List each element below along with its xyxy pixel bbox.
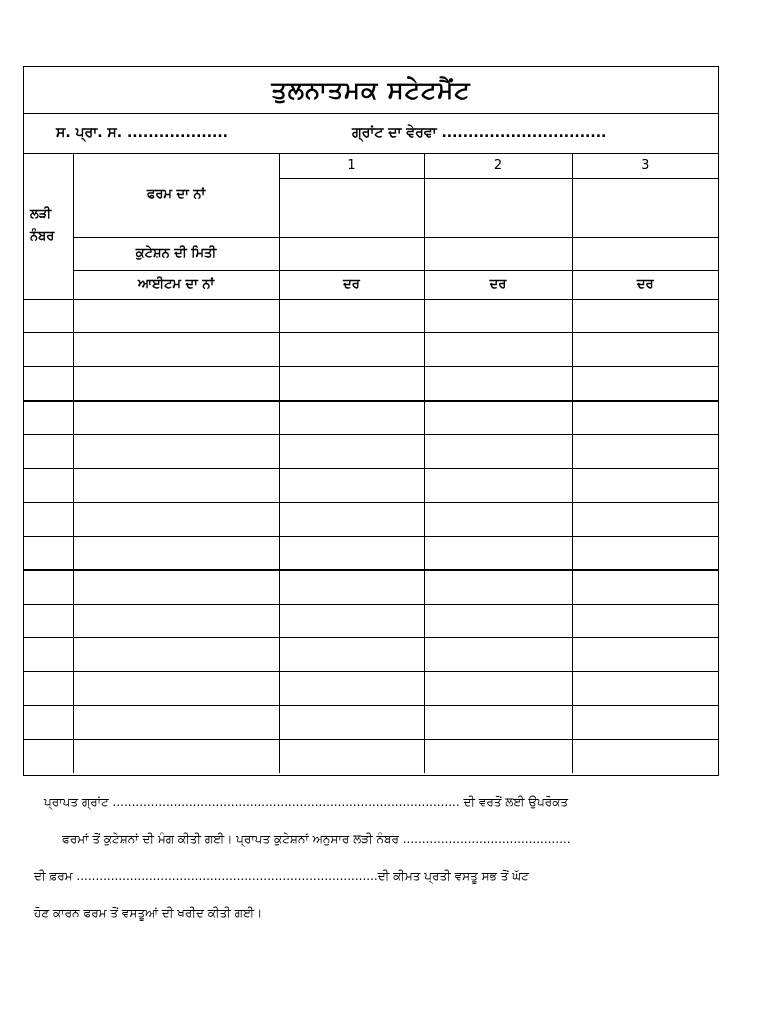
table-cell (73, 468, 279, 502)
grant-details-field: ਗ੍ਰਾਂਟ ਦਾ ਵੇਰਵਾ ............................... (352, 125, 607, 141)
firm-name-cell (279, 178, 424, 237)
declaration-line: ਦੀ ਫ਼ਰਮ ...............................................................................ਦੀ ਕੀਮਤ ਪ੍ਰਤੀ ਵਸਤੂ ਸਭ ਤੋਂ ਘੱਟ (34, 869, 529, 883)
table-row (24, 468, 718, 502)
table-cell (572, 638, 718, 672)
firm-name-label: ਫਰਮ ਦਾ ਨਾਂ (73, 153, 279, 237)
table-cell (73, 570, 279, 604)
table-cell (572, 706, 718, 740)
table-cell (424, 672, 572, 706)
firm-name-cell (424, 178, 572, 237)
table-cell (24, 604, 73, 638)
meta-row (24, 113, 718, 154)
table-row (24, 706, 718, 740)
table-cell (424, 604, 572, 638)
table-cell (572, 740, 718, 774)
table-cell (424, 333, 572, 367)
table-cell (279, 740, 424, 774)
table-cell (24, 468, 73, 502)
rate-label: ਦਰ (279, 270, 424, 299)
table-cell (73, 435, 279, 469)
column-number: 2 (424, 153, 572, 178)
quotation-date-cell (424, 237, 572, 270)
quotation-date-row (24, 237, 718, 270)
table-cell (572, 299, 718, 333)
table-cell (572, 672, 718, 706)
table-cell (424, 502, 572, 536)
table-cell (24, 435, 73, 469)
table-cell (279, 333, 424, 367)
table-cell (279, 604, 424, 638)
table-cell (279, 672, 424, 706)
table-cell (279, 468, 424, 502)
table-cell (24, 401, 73, 435)
rate-label: ਦਰ (424, 270, 572, 299)
table-cell (73, 536, 279, 570)
table-cell (424, 740, 572, 774)
table-cell (279, 570, 424, 604)
table-cell (24, 536, 73, 570)
table-cell (279, 299, 424, 333)
page-title: ਤੁਲਨਾਤਮਕ ਸਟੇਟਮੈਂਟ (271, 76, 471, 104)
table-cell (424, 401, 572, 435)
quotation-date-cell (279, 237, 424, 270)
table-cell (572, 435, 718, 469)
quotation-date-cell (572, 237, 718, 270)
table-row (24, 333, 718, 367)
table-cell (73, 740, 279, 774)
declaration-line: ਪ੍ਰਾਪਤ ਗ੍ਰਾਂਟ ........................................................................................... ਦੀ ਵਰਤੋਂ ਲਈ ਉਪਰੋਕਤ (44, 795, 569, 809)
column-number-row (24, 153, 718, 178)
table-cell (279, 502, 424, 536)
declaration-line: ਹੋਣ ਕਾਰਨ ਫਰਮ ਤੋਂ ਵਸਤੂਆਂ ਦੀ ਖਰੀਦ ਕੀਤੀ ਗਈ। (34, 906, 263, 920)
item-header-row (24, 270, 718, 299)
table-cell (424, 435, 572, 469)
item-name-label: ਆਈਟਮ ਦਾ ਨਾਂ (73, 270, 279, 299)
column-number: 1 (279, 153, 424, 178)
table-cell (279, 435, 424, 469)
table-cell (572, 604, 718, 638)
quotation-date-label: ਕੁਟੇਸ਼ਨ ਦੀ ਮਿਤੀ (73, 237, 279, 270)
comparison-table (24, 153, 718, 773)
table-row (24, 638, 718, 672)
table-cell (73, 367, 279, 401)
table-row (24, 435, 718, 469)
table-row (24, 570, 718, 604)
title-row (24, 67, 718, 114)
table-row (24, 299, 718, 333)
table-row (24, 401, 718, 435)
table-cell (424, 367, 572, 401)
table-cell (572, 333, 718, 367)
table-cell (424, 299, 572, 333)
table-cell (572, 401, 718, 435)
table-cell (424, 468, 572, 502)
table-cell (572, 570, 718, 604)
table-row (24, 740, 718, 774)
table-cell (73, 502, 279, 536)
table-cell (572, 367, 718, 401)
table-cell (24, 299, 73, 333)
table-cell (24, 502, 73, 536)
table-cell (572, 536, 718, 570)
statement-form (23, 66, 719, 776)
table-cell (279, 638, 424, 672)
rate-label: ਦਰ (572, 270, 718, 299)
table-row (24, 536, 718, 570)
table-cell (73, 672, 279, 706)
table-cell (572, 502, 718, 536)
table-cell (572, 468, 718, 502)
column-number: 3 (572, 153, 718, 178)
table-cell (424, 638, 572, 672)
table-cell (73, 638, 279, 672)
firm-name-cell (572, 178, 718, 237)
table-cell (73, 706, 279, 740)
declaration-line: ਫਰਮਾਂ ਤੋਂ ਕੁਟੇਸ਼ਨਾਂ ਦੀ ਮੰਗ ਕੀਤੀ ਗਈ। ਪ੍ਰਾਪਤ ਕੁਟੇਸ਼ਨਾਂ ਅਨੁਸਾਰ ਲੜੀ ਨੰਬਰ ............................................ (62, 832, 571, 846)
table-cell (279, 706, 424, 740)
table-row (24, 367, 718, 401)
table-row (24, 604, 718, 638)
table-cell (424, 570, 572, 604)
table-cell (73, 299, 279, 333)
table-cell (73, 604, 279, 638)
table-cell (24, 672, 73, 706)
table-cell (73, 333, 279, 367)
table-cell (24, 367, 73, 401)
table-cell (24, 333, 73, 367)
table-cell (424, 536, 572, 570)
table-cell (24, 706, 73, 740)
table-cell (279, 367, 424, 401)
table-row (24, 672, 718, 706)
school-field: ਸ. ਪ੍ਰਾ. ਸ. ................... (56, 125, 228, 141)
table-row (24, 502, 718, 536)
table-cell (24, 740, 73, 774)
table-cell (73, 401, 279, 435)
table-cell (279, 401, 424, 435)
table-cell (424, 706, 572, 740)
table-cell (279, 536, 424, 570)
table-cell (24, 638, 73, 672)
table-cell (24, 570, 73, 604)
serial-number-header: ਲੜੀ ਨੰਬਰ (24, 153, 73, 299)
